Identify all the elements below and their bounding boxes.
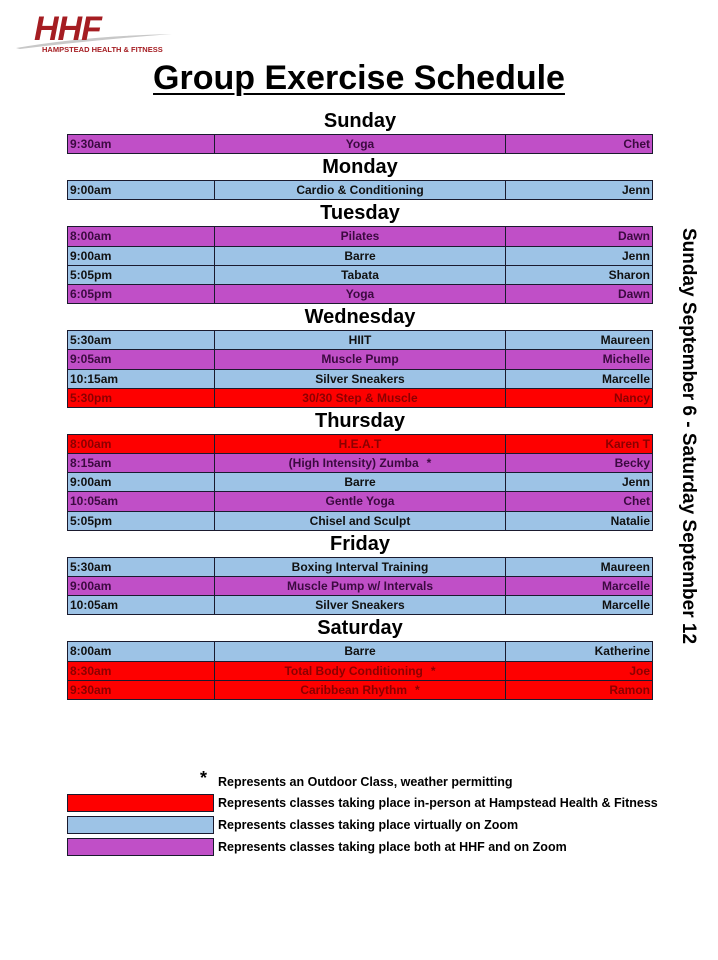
class-row: [68, 135, 652, 153]
class-row: [68, 512, 652, 530]
date-range-vertical: [668, 228, 708, 668]
class-name: Barre: [344, 644, 376, 659]
class-time: 9:00am: [68, 181, 215, 199]
class-instructor: Maureen: [600, 559, 650, 574]
schedule: [67, 108, 653, 700]
class-name-cell: [215, 350, 506, 368]
class-instructor: Katherine: [594, 644, 650, 659]
class-instructor: Marcelle: [601, 579, 650, 593]
class-name-cell: [215, 662, 506, 680]
class-instructor: Sharon: [608, 267, 650, 282]
legend-swatch-red: [67, 794, 214, 812]
class-time: 8:00am: [68, 642, 215, 660]
day-heading: Saturday: [317, 617, 403, 640]
class-row: [68, 454, 652, 473]
outdoor-asterisk-icon: *: [415, 682, 420, 697]
class-name: Muscle Pump: [321, 352, 399, 367]
class-name-cell: [215, 266, 506, 284]
day-heading: Monday: [322, 156, 398, 179]
legend-row-zoom: [67, 814, 667, 836]
legend: [67, 770, 667, 858]
class-instructor: Marcelle: [601, 371, 650, 386]
class-name: Barre: [344, 475, 376, 490]
class-name: Yoga: [345, 137, 375, 151]
class-name-cell: [215, 473, 506, 491]
legend-row-both: [67, 836, 667, 858]
class-row: [68, 331, 652, 350]
class-time: 8:30am: [68, 662, 215, 680]
class-name: 30/30 Step & Muscle: [302, 390, 418, 405]
class-instructor: Joe: [629, 663, 650, 678]
class-name-cell: [215, 596, 506, 614]
class-name: (High Intensity) Zumba: [288, 456, 419, 471]
class-time: 5:30am: [68, 558, 215, 576]
class-time: 5:05pm: [68, 512, 215, 530]
day-section-monday: [67, 154, 653, 200]
class-instructor: Karen T: [605, 436, 650, 451]
class-instructor: Chet: [623, 137, 650, 151]
class-table: [67, 330, 653, 408]
day-section-sunday: [67, 108, 653, 154]
class-table: [67, 557, 653, 616]
class-time: 8:00am: [68, 435, 215, 453]
day-heading: Tuesday: [320, 202, 400, 225]
class-name: HIIT: [348, 333, 372, 348]
day-heading: Wednesday: [304, 306, 416, 329]
class-name: Muscle Pump w/ Intervals: [286, 579, 434, 593]
class-name: Cardio & Conditioning: [296, 183, 424, 198]
class-instructor: Maureen: [600, 333, 650, 348]
day-heading: Friday: [329, 532, 391, 555]
class-table: [67, 226, 653, 304]
day-section-friday: [67, 531, 653, 616]
class-name-cell: [215, 181, 506, 199]
class-time: 10:15am: [68, 370, 215, 388]
class-name: Silver Sneakers: [315, 598, 405, 613]
legend-outdoor-label: Represents an Outdoor Class, weather permitting: [218, 775, 513, 789]
class-name: Chisel and Sculpt: [309, 513, 411, 528]
class-row: [68, 492, 652, 511]
legend-label: Represents classes taking place virtually on Zoom: [218, 818, 519, 832]
outdoor-asterisk-icon: *: [430, 663, 436, 678]
class-name-cell: [215, 577, 506, 595]
class-time: 5:30am: [68, 331, 215, 349]
outdoor-asterisk-icon: *: [426, 456, 432, 471]
class-name: Gentle Yoga: [325, 494, 395, 509]
class-row: [68, 681, 652, 699]
class-time: 5:05pm: [68, 266, 215, 284]
class-time: 8:15am: [68, 454, 215, 472]
class-row: [68, 435, 652, 454]
class-row: [68, 577, 652, 596]
legend-outdoor-row: [67, 770, 667, 792]
class-instructor: Jenn: [621, 475, 650, 490]
class-instructor: Marcelle: [601, 598, 650, 613]
class-instructor: Nancy: [613, 390, 650, 405]
class-name: Yoga: [345, 286, 375, 301]
class-row: [68, 181, 652, 199]
class-name: Total Body Conditioning: [284, 663, 423, 678]
date-range-text: Sunday September 6 - Saturday September 12: [678, 228, 699, 645]
class-instructor: Jenn: [621, 183, 650, 198]
class-name-cell: [215, 370, 506, 388]
day-heading: Thursday: [314, 409, 406, 432]
day-section-tuesday: [67, 200, 653, 304]
class-name: Tabata: [341, 267, 379, 282]
class-name: Silver Sneakers: [315, 371, 405, 386]
class-instructor: Chet: [623, 494, 650, 509]
class-time: 5:30pm: [68, 389, 215, 407]
asterisk-icon: *: [200, 768, 208, 788]
class-name-cell: [215, 512, 506, 530]
class-row: [68, 285, 652, 303]
class-instructor: Dawn: [617, 229, 650, 244]
legend-swatch-blue: [67, 816, 214, 834]
class-time: 10:05am: [68, 492, 215, 510]
class-name: Barre: [344, 248, 376, 263]
class-time: 8:00am: [68, 227, 215, 245]
class-row: [68, 389, 652, 407]
day-section-wednesday: [67, 304, 653, 408]
class-time: 9:00am: [68, 473, 215, 491]
day-section-thursday: [67, 408, 653, 531]
class-time: 9:05am: [68, 350, 215, 368]
class-row: [68, 558, 652, 577]
day-heading: Sunday: [323, 110, 397, 132]
class-name-cell: [215, 642, 506, 660]
legend-row-in-person: [67, 792, 667, 814]
class-row: [68, 596, 652, 614]
class-instructor: Michelle: [602, 352, 650, 367]
class-time: 10:05am: [68, 596, 215, 614]
class-row: [68, 350, 652, 369]
class-instructor: Ramon: [609, 682, 650, 697]
legend-label: Represents classes taking place both at HHF and on Zoom: [218, 840, 567, 854]
class-time: 9:30am: [68, 135, 215, 153]
page-title: Group Exercise Schedule: [153, 59, 565, 97]
class-name-cell: [215, 492, 506, 510]
class-row: [68, 370, 652, 389]
class-name-cell: [215, 135, 506, 153]
class-row: [68, 266, 652, 285]
class-name-cell: [215, 331, 506, 349]
class-instructor: Becky: [614, 456, 650, 471]
class-table: [67, 641, 653, 700]
class-name-cell: [215, 389, 506, 407]
class-row: [68, 642, 652, 661]
class-row: [68, 662, 652, 681]
class-table: [67, 434, 653, 531]
logo-subtitle: HAMPSTEAD HEALTH & FITNESS: [42, 45, 163, 54]
class-name-cell: [215, 454, 506, 472]
legend-label: Represents classes taking place in-person at Hampstead Health & Fitness: [218, 796, 658, 810]
class-table: [67, 134, 653, 154]
class-name: H.E.A.T: [338, 436, 382, 451]
class-instructor: Natalie: [610, 513, 650, 528]
class-instructor: Jenn: [621, 248, 650, 263]
class-name-cell: [215, 435, 506, 453]
class-name-cell: [215, 558, 506, 576]
class-time: 9:00am: [68, 247, 215, 265]
class-name-cell: [215, 247, 506, 265]
class-table: [67, 180, 653, 200]
class-name: Boxing Interval Training: [291, 559, 429, 574]
class-time: 9:00am: [68, 577, 215, 595]
class-row: [68, 473, 652, 492]
class-name-cell: [215, 285, 506, 303]
logo-brand: HHF: [34, 10, 101, 48]
class-name-cell: [215, 227, 506, 245]
class-name-cell: [215, 681, 506, 699]
class-row: [68, 227, 652, 246]
class-name: Pilates: [340, 229, 380, 244]
class-time: 9:30am: [68, 681, 215, 699]
class-row: [68, 247, 652, 266]
hhf-logo: [14, 10, 174, 55]
class-name: Caribbean Rhythm: [300, 682, 407, 697]
legend-swatch-purple: [67, 838, 214, 856]
class-instructor: Dawn: [617, 286, 650, 301]
class-time: 6:05pm: [68, 285, 215, 303]
day-section-saturday: [67, 615, 653, 700]
